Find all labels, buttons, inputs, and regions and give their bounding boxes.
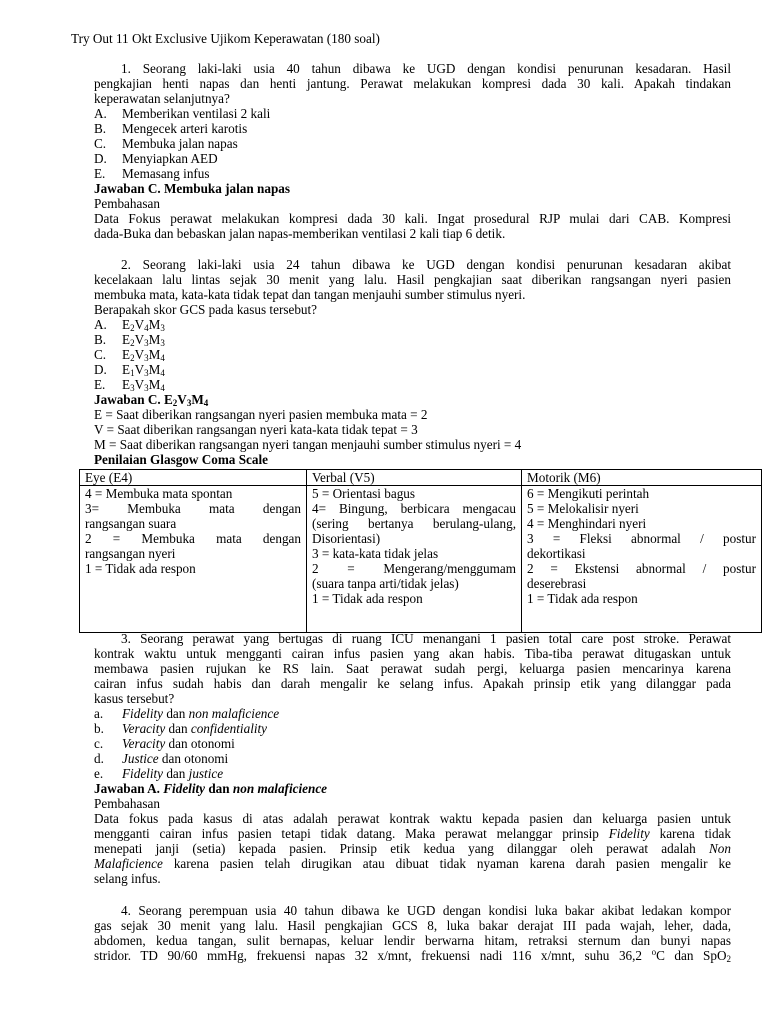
question-2-stem-line: membuka mata, kata-kata tidak tepat dan tangan menjauhi sumber stimulus nyeri. bbox=[94, 287, 526, 302]
question-1-discussion-label: Pembahasan bbox=[94, 196, 160, 211]
option-letter: D. bbox=[94, 362, 107, 377]
option-text: Veracity dan confidentiality bbox=[122, 721, 268, 736]
option-letter: c. bbox=[94, 736, 104, 751]
question-1-option-d bbox=[94, 151, 731, 166]
gcs-motorik-line: 2 = Ekstensi abnormal / postur bbox=[527, 561, 756, 576]
gcs-verbal-line: 1 = Tidak ada respon bbox=[312, 591, 423, 606]
gcs-motorik-cell bbox=[522, 486, 762, 633]
gcs-table-title: Penilaian Glasgow Coma Scale bbox=[94, 452, 269, 467]
gcs-eye-line: 1 = Tidak ada respon bbox=[85, 561, 196, 576]
gcs-header-motorik: Motorik (M6) bbox=[522, 470, 762, 486]
option-letter: C. bbox=[94, 347, 107, 362]
option-letter: A. bbox=[94, 317, 107, 332]
gcs-motorik-line: 3 = Fleksi abnormal / postur bbox=[527, 531, 756, 546]
question-4-stem-line: 4. Seorang perempuan usia 40 tahun dibawa ke UGD dengan kondisi luka bakar akibat ledakan kompor bbox=[121, 903, 731, 918]
gcs-header-eye: Eye (E4) bbox=[80, 470, 307, 486]
question-3-discussion-label: Pembahasan bbox=[94, 796, 160, 811]
option-text: $E_3V_3M_4$ bbox=[122, 377, 165, 393]
question-1-discussion-line: Data Fokus perawat melakukan kompresi dada 30 kali. Ingat prosedural RJP mulai dari CAB. Kompresi bbox=[94, 211, 731, 226]
gcs-verbal-line: (suara tanpa arti/tidak jelas) bbox=[312, 576, 459, 591]
gcs-verbal-line: 4= Bingung, berbicara mengacau bbox=[312, 501, 516, 516]
question-2-stem-line: kecelakaan lalu lintas sejak 30 menit yang lalu. Hasil pengkajian saat diberikan rangsangan nyeri pasien bbox=[94, 272, 731, 287]
option-letter: E. bbox=[94, 166, 106, 181]
gcs-eye-line: 3= Membuka mata dengan bbox=[85, 501, 301, 516]
question-3-discussion-line: Data fokus pada kasus di atas adalah perawat kontrak waktu kepada pasien dan keluarga pasien untuk bbox=[94, 811, 731, 826]
question-2-question: Berapakah skor GCS pada kasus tersebut? bbox=[94, 302, 318, 317]
question-2-stem-line: 2. Seorang laki-laki usia 24 tahun dibawa ke UGD dengan kondisi penurunan kesadaran akibat bbox=[121, 257, 731, 272]
question-1-stem-line: pengkajian henti napas dan henti jantung. Perawat melakukan kompresi dada 30 kali. Apakah tindakan bbox=[94, 76, 731, 91]
gcs-eye-line: 2 = Membuka mata dengan bbox=[85, 531, 301, 546]
option-text: $E_2V_3M_3$ bbox=[122, 332, 165, 348]
question-3 bbox=[94, 631, 731, 886]
question-2-explain-line: M = Saat diberikan rangsangan nyeri tangan menjauhi sumber stimulus nyeri = 4 bbox=[94, 437, 522, 452]
option-text: Memasang infus bbox=[122, 166, 210, 181]
gcs-motorik-line: dekortikasi bbox=[527, 546, 586, 561]
question-2-answer: Jawaban C. $E_2V_3M_4$ bbox=[94, 392, 209, 408]
option-text: Memberikan ventilasi 2 kali bbox=[122, 106, 271, 121]
question-2-option-d bbox=[94, 362, 731, 377]
gcs-verbal-line: 5 = Orientasi bagus bbox=[312, 486, 416, 501]
gcs-verbal-line: (sering bertanya berulang-ulang, bbox=[312, 516, 516, 531]
question-3-discussion-line: Malaficience karena pasien telah dirugikan atau dibuat tidak nyaman karena darah pasien mengalir ke bbox=[94, 856, 731, 871]
question-2-explain-line: V = Saat diberikan rangsangan nyeri kata-kata tidak tepat = 3 bbox=[94, 422, 418, 437]
question-2-option-c bbox=[94, 347, 731, 362]
question-3-discussion-line: mengganti cairan infus pasien tetapi tidak datang. Maka perawat melanggar prinsip Fidelity karena tidak bbox=[94, 826, 731, 841]
gcs-verbal-cell bbox=[307, 486, 522, 633]
gcs-table-body-row bbox=[80, 486, 762, 633]
question-1-option-b bbox=[94, 121, 731, 136]
question-3-option-a bbox=[94, 706, 731, 721]
gcs-motorik-line: deserebrasi bbox=[527, 576, 587, 591]
option-letter: A. bbox=[94, 106, 107, 121]
gcs-eye-line: rangsangan suara bbox=[85, 516, 177, 531]
option-letter: d. bbox=[94, 751, 104, 766]
option-letter: a. bbox=[94, 706, 104, 721]
question-3-stem-line: cairan infus sudah habis dan darah mengalir ke selang infus. Apakah prinsip etik yang dilanggar pada bbox=[94, 676, 731, 691]
question-1-option-e bbox=[94, 166, 731, 181]
option-text: Menyiapkan AED bbox=[122, 151, 218, 166]
gcs-table bbox=[79, 469, 762, 633]
gcs-header-verbal: Verbal (V5) bbox=[307, 470, 522, 486]
option-text: Fidelity dan non malaficience bbox=[122, 706, 280, 721]
option-text: Justice dan otonomi bbox=[122, 751, 229, 766]
question-3-stem-line: kasus tersebut? bbox=[94, 691, 175, 706]
option-text: Veracity dan otonomi bbox=[122, 736, 235, 751]
question-2 bbox=[94, 257, 731, 467]
question-1-stem-line: 1. Seorang laki-laki usia 40 tahun dibawa ke UGD dengan kondisi penurunan kesadaran. Hasil bbox=[121, 61, 731, 76]
question-1-option-a bbox=[94, 106, 731, 121]
gcs-eye-line: 4 = Membuka mata spontan bbox=[85, 486, 233, 501]
gcs-motorik-line: 1 = Tidak ada respon bbox=[527, 591, 638, 606]
option-text: $E_2V_3M_4$ bbox=[122, 347, 165, 363]
question-1-discussion-line: dada-Buka dan bebaskan jalan napas-memberikan ventilasi 2 kali tiap 6 detik. bbox=[94, 226, 506, 241]
question-3-option-c bbox=[94, 736, 731, 751]
question-1 bbox=[94, 61, 731, 241]
question-3-option-b bbox=[94, 721, 731, 736]
option-letter: e. bbox=[94, 766, 104, 781]
option-letter: B. bbox=[94, 332, 107, 347]
question-3-stem-line: kontrak waktu untuk mengganti cairan infus pasien yang akan habis. Tiba-tiba perawat ditugaskan untuk bbox=[94, 646, 731, 661]
gcs-motorik-line: 6 = Mengikuti perintah bbox=[527, 486, 650, 501]
option-text: Mengecek arteri karotis bbox=[122, 121, 248, 136]
option-letter: b. bbox=[94, 721, 104, 736]
question-4-stem-line: abdomen, kedua tangan, sulit bernapas, keluar lendir berwarna hitam, retraksi sternum dan bunyi napas bbox=[94, 933, 731, 948]
question-4-stem-line: stridor. TD 90/60 mmHg, frekuensi napas 32 x/mnt, frekuensi nadi 116 x/mnt, suhu 36,2 $^o$C dan SpO$_2$ bbox=[94, 947, 731, 964]
gcs-eye-line: rangsangan nyeri bbox=[85, 546, 176, 561]
option-letter: B. bbox=[94, 121, 107, 136]
question-1-answer: Jawaban C. Membuka jalan napas bbox=[94, 181, 291, 196]
gcs-motorik-line: 4 = Menghindari nyeri bbox=[527, 516, 647, 531]
option-text: $E_2V_4M_3$ bbox=[122, 317, 165, 333]
option-letter: E. bbox=[94, 377, 106, 392]
question-2-option-a bbox=[94, 317, 731, 332]
option-text: Membuka jalan napas bbox=[122, 136, 238, 151]
question-2-option-e bbox=[94, 377, 731, 392]
question-3-stem-line: membawa pasien rujukan ke RS lain. Saat perawat sudah pergi, keluarga pasien mencarinya karena bbox=[94, 661, 731, 676]
gcs-eye-cell bbox=[80, 486, 307, 633]
option-text: $E_1V_3M_4$ bbox=[122, 362, 165, 378]
option-text: Fidelity dan justice bbox=[122, 766, 224, 781]
gcs-table-header-row bbox=[80, 470, 762, 486]
gcs-motorik-line: 5 = Melokalisir nyeri bbox=[527, 501, 639, 516]
option-letter: D. bbox=[94, 151, 107, 166]
gcs-verbal-line: 3 = kata-kata tidak jelas bbox=[312, 546, 439, 561]
question-2-explain-line: E = Saat diberikan rangsangan nyeri pasien membuka mata = 2 bbox=[94, 407, 428, 422]
gcs-verbal-line: Disorientasi) bbox=[312, 531, 381, 546]
question-3-stem-line: 3. Seorang perawat yang bertugas di ruang ICU menangani 1 pasien total care post stroke. Perawat bbox=[121, 631, 731, 646]
question-3-option-d bbox=[94, 751, 731, 766]
gcs-verbal-line: 2 = Mengerang/menggumam bbox=[312, 561, 516, 576]
document-title: Try Out 11 Okt Exclusive Ujikom Keperawatan (180 soal) bbox=[71, 31, 380, 46]
question-4-stem-line: gas sejak 30 menit yang lalu. Hasil pengkajian GCS 8, luka bakar derajat III pada wajah, leher, dada, bbox=[94, 918, 731, 933]
question-3-answer: Jawaban A. Fidelity dan non malaficience bbox=[94, 781, 328, 796]
question-1-option-c bbox=[94, 136, 731, 151]
option-letter: C. bbox=[94, 136, 107, 151]
question-3-discussion-line: menepati janji (setia) kepada pasien. Prinsip etik kedua yang dilanggar oleh perawat adalah Non bbox=[94, 841, 731, 856]
question-2-option-b bbox=[94, 332, 731, 347]
question-3-discussion-line: selang infus. bbox=[94, 871, 161, 886]
question-3-option-e bbox=[94, 766, 731, 781]
question-1-stem-line: keperawatan selanjutnya? bbox=[94, 91, 230, 106]
question-4 bbox=[94, 903, 731, 963]
